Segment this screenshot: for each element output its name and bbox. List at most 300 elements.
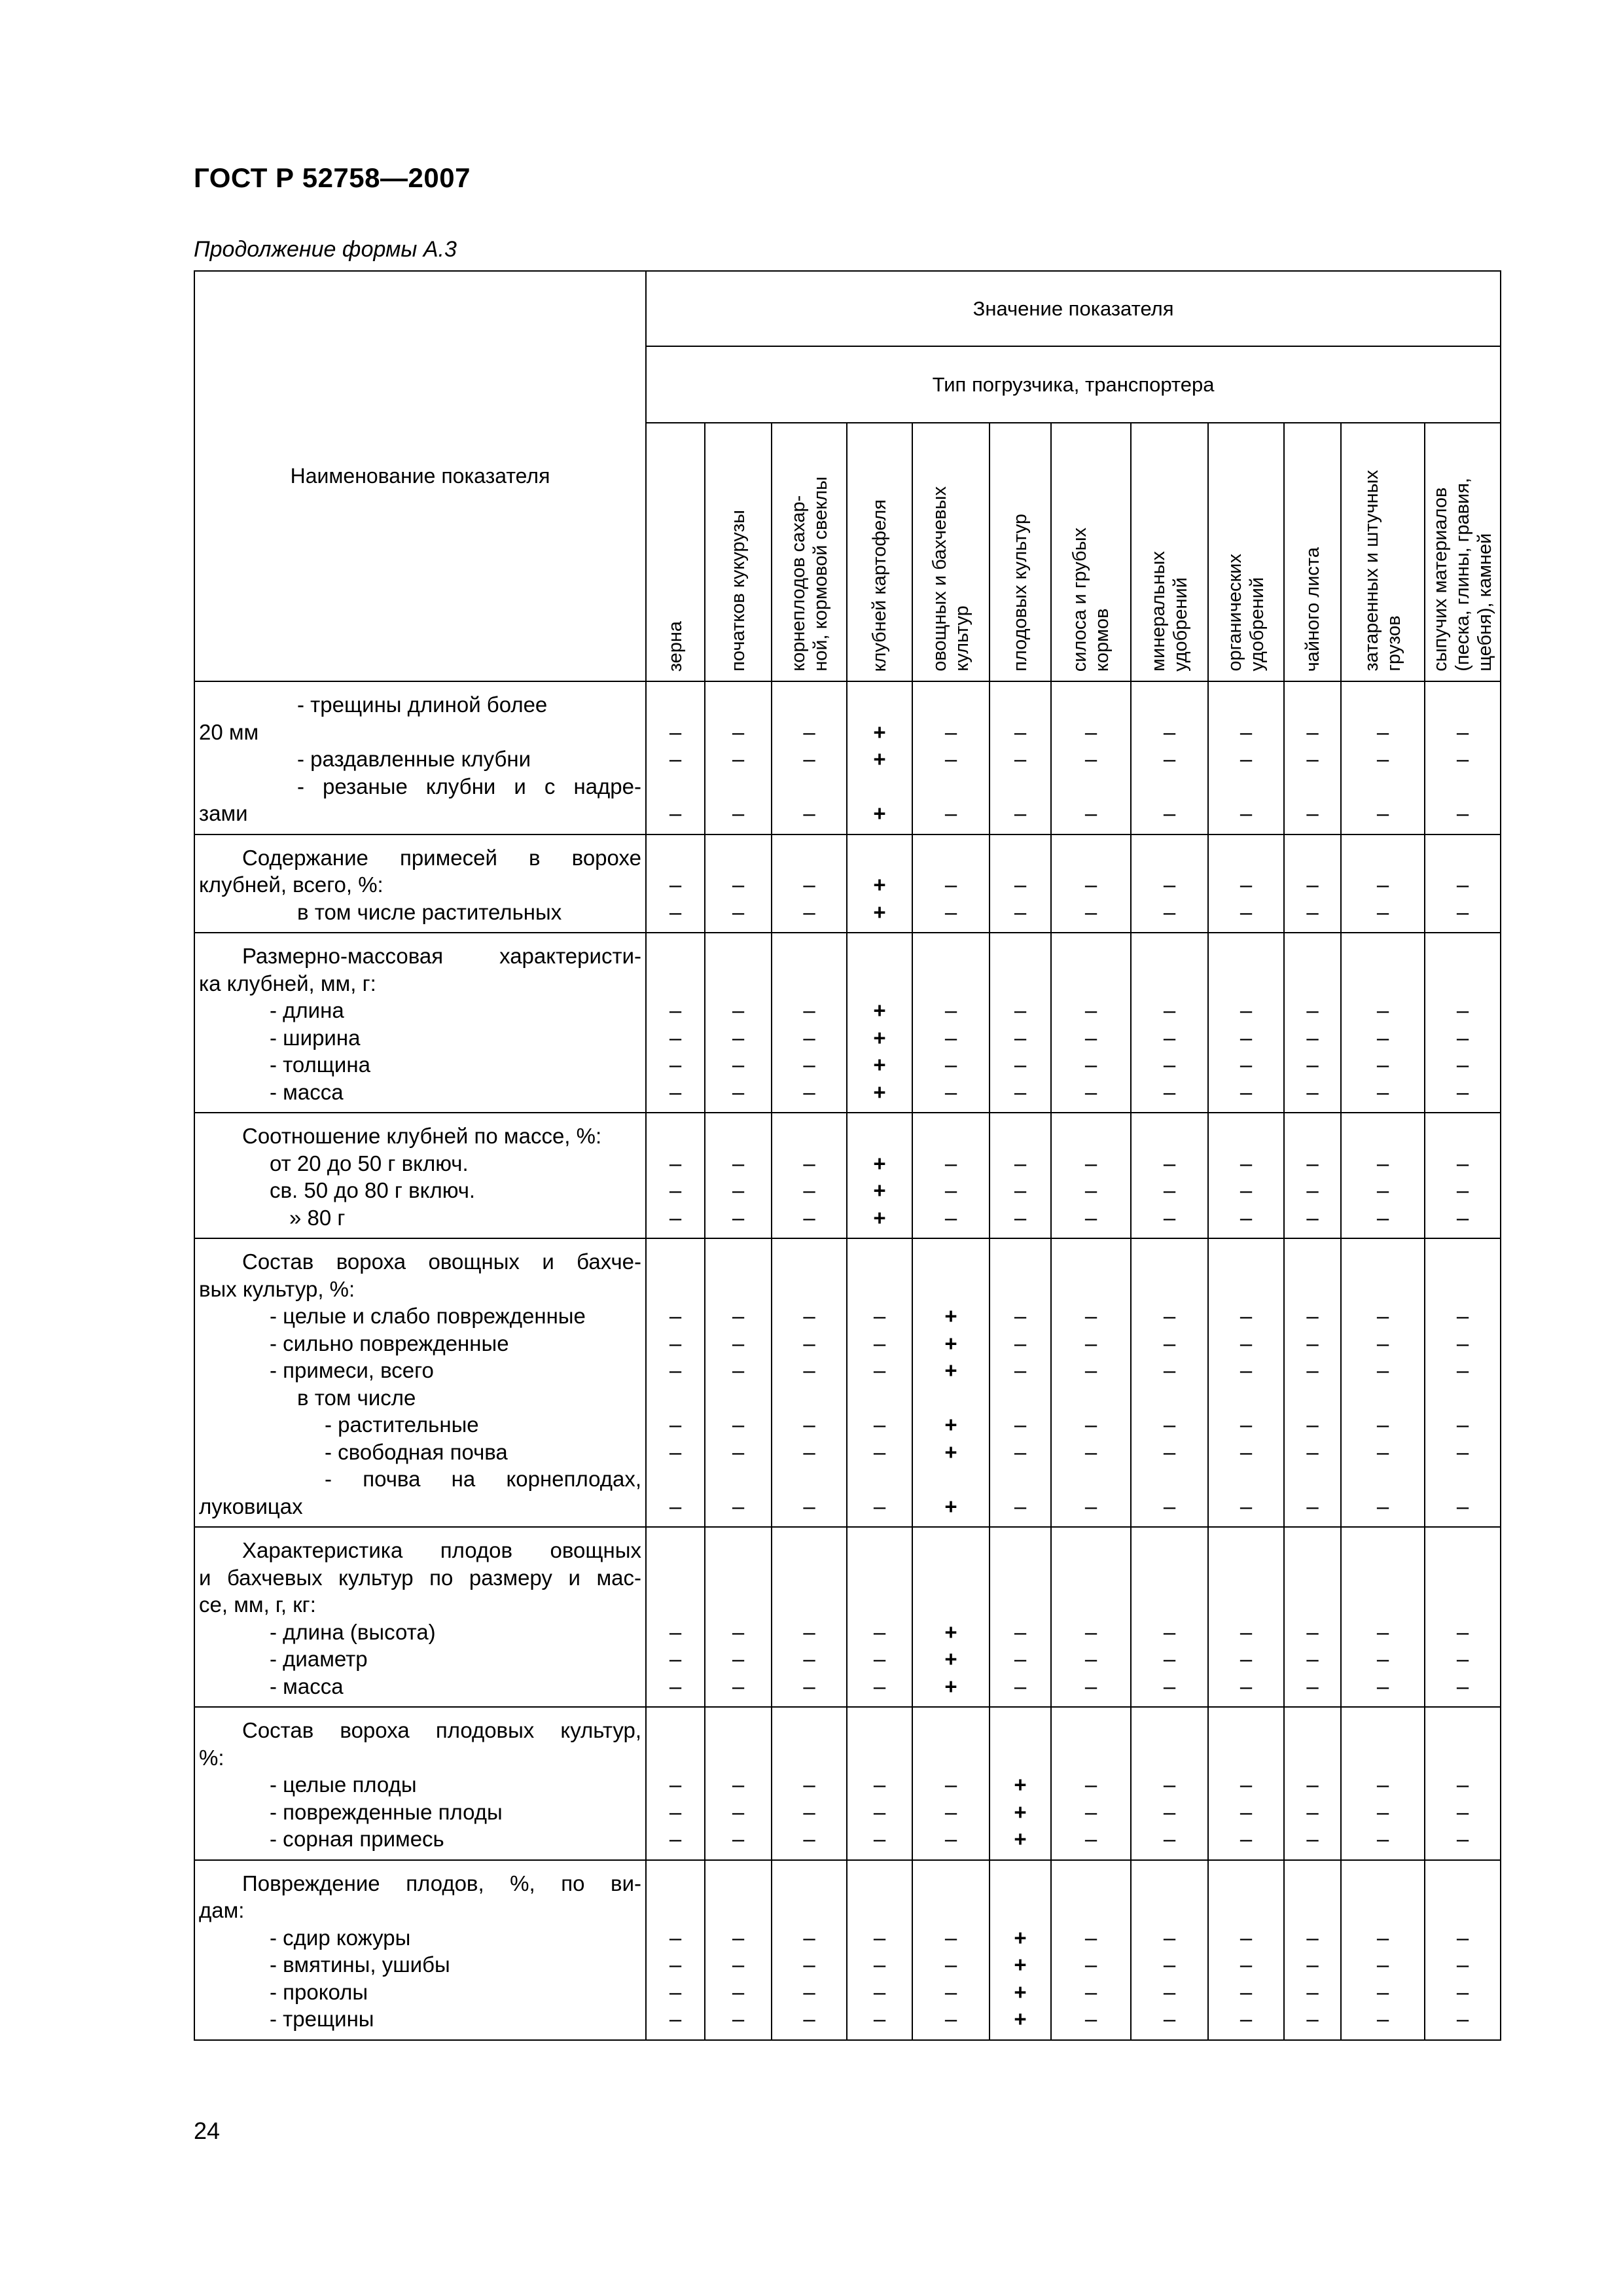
not-applicable-mark: –: [873, 1439, 886, 1464]
not-applicable-mark: –: [1376, 1799, 1389, 1824]
not-applicable-mark: –: [1456, 1619, 1469, 1644]
empty-mark-slot: [1342, 1897, 1424, 1924]
not-applicable-mark: –: [1456, 1827, 1469, 1851]
empty-mark-slot: [913, 1465, 989, 1493]
value-cell: [1131, 834, 1208, 933]
column-header-label: минеральных удобрений: [1148, 551, 1191, 672]
not-applicable-mark: –: [1456, 1178, 1469, 1202]
not-applicable-mark: –: [1084, 1827, 1097, 1851]
column-header-label: органических удобрений: [1224, 554, 1268, 672]
not-applicable-mark: –: [803, 1025, 815, 1050]
empty-mark-slot: [990, 970, 1050, 997]
indicator-line: от 20 до 50 г включ.: [270, 1151, 469, 1175]
value-cell: [1284, 1113, 1341, 1238]
empty-mark-slot: [705, 1465, 771, 1493]
not-applicable-mark: –: [873, 1619, 886, 1644]
not-applicable-mark: –: [1306, 1304, 1319, 1328]
empty-mark-slot: [1285, 1897, 1340, 1924]
not-applicable-mark: –: [944, 1952, 957, 1977]
empty-mark-slot: [990, 1870, 1050, 1897]
not-applicable-mark: –: [1163, 1647, 1176, 1671]
empty-mark-slot: [1132, 1564, 1207, 1592]
value-cell: [1425, 1238, 1501, 1527]
applicable-mark: +: [873, 1205, 886, 1230]
value-cell: [1425, 1860, 1501, 2040]
not-applicable-mark: –: [1240, 1151, 1253, 1175]
empty-mark-slot: [647, 773, 704, 800]
not-applicable-mark: –: [1014, 1178, 1027, 1202]
indicator-line: и бахчевых культур по размеру и мас-: [199, 1565, 641, 1590]
indicator-line: дам:: [199, 1898, 245, 1922]
applicable-mark: +: [1014, 1799, 1027, 1824]
not-applicable-mark: –: [1014, 1674, 1027, 1698]
value-cell: [1425, 834, 1501, 933]
value-cell: [705, 933, 772, 1113]
empty-mark-slot: [1052, 970, 1130, 997]
not-applicable-mark: –: [1456, 1052, 1469, 1077]
empty-mark-slot: [913, 1248, 989, 1276]
not-applicable-mark: –: [944, 1925, 957, 1950]
empty-mark-slot: [1132, 1537, 1207, 1564]
not-applicable-mark: –: [1163, 1052, 1176, 1077]
column-header-label: силоса и грубых кормов: [1069, 527, 1113, 672]
not-applicable-mark: –: [1376, 1178, 1389, 1202]
not-applicable-mark: –: [1306, 1772, 1319, 1797]
column-header-9: [1208, 423, 1284, 681]
empty-mark-slot: [772, 1564, 846, 1592]
empty-mark-slot: [913, 1276, 989, 1303]
empty-mark-slot: [1285, 1564, 1340, 1592]
not-applicable-mark: –: [944, 1799, 957, 1824]
not-applicable-mark: –: [732, 719, 745, 744]
empty-mark-slot: [990, 1744, 1050, 1772]
not-applicable-mark: –: [1084, 1619, 1097, 1644]
not-applicable-mark: –: [1376, 1925, 1389, 1950]
not-applicable-mark: –: [803, 1079, 815, 1104]
empty-mark-slot: [772, 1744, 846, 1772]
not-applicable-mark: –: [1456, 1647, 1469, 1671]
not-applicable-mark: –: [1084, 1647, 1097, 1671]
value-cell: [1208, 1527, 1284, 1707]
empty-mark-slot: [1285, 1276, 1340, 1303]
not-applicable-mark: –: [1084, 998, 1097, 1022]
empty-mark-slot: [705, 942, 771, 970]
empty-mark-slot: [705, 773, 771, 800]
not-applicable-mark: –: [1306, 1079, 1319, 1104]
not-applicable-mark: –: [944, 1205, 957, 1230]
empty-mark-slot: [847, 773, 912, 800]
not-applicable-mark: –: [1014, 998, 1027, 1022]
not-applicable-mark: –: [803, 1331, 815, 1355]
empty-mark-slot: [1132, 1744, 1207, 1772]
applicable-mark: +: [873, 1025, 886, 1050]
not-applicable-mark: –: [1084, 2007, 1097, 2031]
applicable-mark: +: [1014, 1979, 1027, 2004]
not-applicable-mark: –: [944, 1178, 957, 1202]
value-cell: [912, 1707, 990, 1860]
not-applicable-mark: –: [1163, 2007, 1176, 2031]
empty-mark-slot: [847, 1870, 912, 1897]
indicator-line: - сорная примесь: [270, 1827, 444, 1851]
not-applicable-mark: –: [803, 872, 815, 897]
column-header-6: [990, 423, 1051, 681]
indicator-name-cell: [194, 1238, 646, 1527]
value-cell: [646, 1238, 705, 1527]
not-applicable-mark: –: [669, 747, 682, 771]
value-cell: [772, 1707, 847, 1860]
empty-mark-slot: [1425, 1465, 1500, 1493]
not-applicable-mark: –: [669, 998, 682, 1022]
not-applicable-mark: –: [669, 899, 682, 924]
empty-mark-slot: [705, 1744, 771, 1772]
not-applicable-mark: –: [669, 1412, 682, 1437]
not-applicable-mark: –: [1376, 1674, 1389, 1698]
not-applicable-mark: –: [1240, 1304, 1253, 1328]
not-applicable-mark: –: [669, 1439, 682, 1464]
not-applicable-mark: –: [1456, 1925, 1469, 1950]
applicable-mark: +: [873, 1151, 886, 1175]
value-cell: [646, 1860, 705, 2040]
not-applicable-mark: –: [803, 1052, 815, 1077]
not-applicable-mark: –: [1163, 1079, 1176, 1104]
indicator-line: в том числе растительных: [297, 899, 562, 924]
value-cell: [990, 1238, 1051, 1527]
column-header-2: [705, 423, 772, 681]
not-applicable-mark: –: [1456, 1494, 1469, 1518]
not-applicable-mark: –: [669, 1979, 682, 2004]
applicable-mark: +: [873, 1052, 886, 1077]
not-applicable-mark: –: [1376, 2007, 1389, 2031]
applicable-mark: +: [1014, 1772, 1027, 1797]
not-applicable-mark: –: [1014, 1619, 1027, 1644]
empty-mark-slot: [1209, 1276, 1283, 1303]
not-applicable-mark: –: [873, 1674, 886, 1698]
not-applicable-mark: –: [1084, 1025, 1097, 1050]
value-cell: [912, 933, 990, 1113]
empty-mark-slot: [1425, 1744, 1500, 1772]
not-applicable-mark: –: [873, 1827, 886, 1851]
not-applicable-mark: –: [1084, 1331, 1097, 1355]
empty-mark-slot: [990, 942, 1050, 970]
empty-mark-slot: [705, 970, 771, 997]
not-applicable-mark: –: [1240, 1025, 1253, 1050]
empty-mark-slot: [647, 1248, 704, 1276]
empty-mark-slot: [990, 1717, 1050, 1744]
empty-mark-slot: [1342, 970, 1424, 997]
not-applicable-mark: –: [1456, 1151, 1469, 1175]
empty-mark-slot: [913, 844, 989, 872]
not-applicable-mark: –: [1456, 719, 1469, 744]
indicator-line: - масса: [270, 1674, 344, 1698]
not-applicable-mark: –: [1014, 1304, 1027, 1328]
indicator-line: - свободная почва: [325, 1439, 508, 1464]
not-applicable-mark: –: [1163, 1827, 1176, 1851]
value-cell: [646, 933, 705, 1113]
empty-mark-slot: [705, 691, 771, 719]
not-applicable-mark: –: [732, 1304, 745, 1328]
empty-mark-slot: [1342, 1122, 1424, 1150]
empty-mark-slot: [1285, 1537, 1340, 1564]
empty-mark-slot: [1342, 1276, 1424, 1303]
empty-mark-slot: [1052, 942, 1130, 970]
not-applicable-mark: –: [1456, 998, 1469, 1022]
indicator-line: - целые плоды: [270, 1772, 417, 1797]
not-applicable-mark: –: [1306, 1358, 1319, 1382]
empty-mark-slot: [772, 1717, 846, 1744]
value-cell: [847, 1860, 912, 2040]
not-applicable-mark: –: [1456, 1799, 1469, 1824]
empty-mark-slot: [1425, 1591, 1500, 1619]
not-applicable-mark: –: [944, 747, 957, 771]
not-applicable-mark: –: [1456, 1331, 1469, 1355]
indicator-form-table: [194, 270, 1501, 2041]
not-applicable-mark: –: [1376, 1619, 1389, 1644]
column-header-label: зерна: [665, 620, 686, 672]
not-applicable-mark: –: [1376, 1205, 1389, 1230]
not-applicable-mark: –: [1240, 1439, 1253, 1464]
not-applicable-mark: –: [669, 1494, 682, 1518]
not-applicable-mark: –: [1163, 1979, 1176, 2004]
not-applicable-mark: –: [1084, 801, 1097, 825]
empty-mark-slot: [772, 1537, 846, 1564]
empty-mark-slot: [1052, 844, 1130, 872]
empty-mark-slot: [1209, 1122, 1283, 1150]
value-cell: [990, 1527, 1051, 1707]
not-applicable-mark: –: [1014, 1205, 1027, 1230]
indicator-line: Соотношение клубней по массе, %:: [242, 1124, 602, 1148]
not-applicable-mark: –: [1456, 1358, 1469, 1382]
not-applicable-mark: –: [803, 899, 815, 924]
applicable-mark: +: [873, 872, 886, 897]
not-applicable-mark: –: [1376, 1439, 1389, 1464]
empty-mark-slot: [1132, 1276, 1207, 1303]
indicator-line: - раздавленные клубни: [297, 747, 531, 771]
empty-mark-slot: [647, 942, 704, 970]
empty-mark-slot: [772, 1122, 846, 1150]
empty-mark-slot: [1342, 1591, 1424, 1619]
not-applicable-mark: –: [1306, 1979, 1319, 2004]
value-cell: [705, 1707, 772, 1860]
not-applicable-mark: –: [1084, 1304, 1097, 1328]
empty-mark-slot: [1132, 970, 1207, 997]
value-cell: [847, 834, 912, 933]
not-applicable-mark: –: [1376, 1079, 1389, 1104]
not-applicable-mark: –: [1306, 872, 1319, 897]
indicator-line: - сильно поврежденные: [270, 1331, 509, 1355]
not-applicable-mark: –: [1084, 1979, 1097, 2004]
not-applicable-mark: –: [669, 719, 682, 744]
not-applicable-mark: –: [732, 2007, 745, 2031]
not-applicable-mark: –: [1084, 1151, 1097, 1175]
value-cell: [912, 834, 990, 933]
not-applicable-mark: –: [732, 899, 745, 924]
not-applicable-mark: –: [732, 1025, 745, 1050]
not-applicable-mark: –: [1163, 1178, 1176, 1202]
not-applicable-mark: –: [1306, 1439, 1319, 1464]
value-cell: [1284, 1860, 1341, 2040]
value-cell: [772, 933, 847, 1113]
not-applicable-mark: –: [803, 1647, 815, 1671]
empty-mark-slot: [847, 1465, 912, 1493]
empty-mark-slot: [1425, 1717, 1500, 1744]
not-applicable-mark: –: [1306, 2007, 1319, 2031]
empty-mark-slot: [990, 1897, 1050, 1924]
empty-mark-slot: [1285, 1744, 1340, 1772]
value-cell: [990, 834, 1051, 933]
empty-mark-slot: [913, 1384, 989, 1412]
empty-mark-slot: [1132, 1248, 1207, 1276]
indicator-line: луковицах: [199, 1494, 303, 1518]
value-cell: [1131, 1527, 1208, 1707]
not-applicable-mark: –: [1240, 1979, 1253, 2004]
empty-mark-slot: [1132, 1717, 1207, 1744]
empty-mark-slot: [1425, 1248, 1500, 1276]
not-applicable-mark: –: [1240, 1412, 1253, 1437]
not-applicable-mark: –: [1240, 872, 1253, 897]
indicator-line: - примеси, всего: [270, 1358, 434, 1382]
value-cell: [1208, 1238, 1284, 1527]
not-applicable-mark: –: [873, 2007, 886, 2031]
indicator-group: [194, 1238, 1501, 1527]
indicator-line: %:: [199, 1745, 224, 1770]
value-cell: [847, 1113, 912, 1238]
not-applicable-mark: –: [1240, 1052, 1253, 1077]
not-applicable-mark: –: [1163, 872, 1176, 897]
empty-mark-slot: [772, 773, 846, 800]
column-header-label: плодовых культур: [1010, 514, 1031, 672]
indicator-name-cell: [194, 933, 646, 1113]
empty-mark-slot: [647, 1591, 704, 1619]
value-cell: [772, 1527, 847, 1707]
value-cell: [1051, 1238, 1131, 1527]
value-cell: [912, 1860, 990, 2040]
column-header-7: [1051, 423, 1131, 681]
not-applicable-mark: –: [1306, 1205, 1319, 1230]
not-applicable-mark: –: [1014, 747, 1027, 771]
value-cell: [1284, 1238, 1341, 1527]
empty-mark-slot: [772, 1897, 846, 1924]
indicator-line: в том числе: [297, 1385, 416, 1410]
empty-mark-slot: [1342, 1537, 1424, 1564]
not-applicable-mark: –: [669, 1647, 682, 1671]
empty-mark-slot: [990, 844, 1050, 872]
applicable-mark: +: [944, 1619, 957, 1644]
empty-mark-slot: [647, 1384, 704, 1412]
not-applicable-mark: –: [803, 1439, 815, 1464]
not-applicable-mark: –: [669, 1925, 682, 1950]
not-applicable-mark: –: [1376, 719, 1389, 744]
empty-mark-slot: [990, 1537, 1050, 1564]
empty-mark-slot: [772, 1248, 846, 1276]
not-applicable-mark: –: [873, 1412, 886, 1437]
empty-mark-slot: [913, 1870, 989, 1897]
not-applicable-mark: –: [669, 1205, 682, 1230]
not-applicable-mark: –: [732, 872, 745, 897]
empty-mark-slot: [1425, 1537, 1500, 1564]
empty-mark-slot: [1342, 1564, 1424, 1592]
not-applicable-mark: –: [732, 1178, 745, 1202]
value-cell: [1284, 681, 1341, 834]
applicable-mark: +: [944, 1304, 957, 1328]
empty-mark-slot: [1132, 942, 1207, 970]
not-applicable-mark: –: [1240, 1205, 1253, 1230]
value-cell: [646, 1113, 705, 1238]
value-cell: [772, 1238, 847, 1527]
value-cell: [1131, 933, 1208, 1113]
not-applicable-mark: –: [803, 801, 815, 825]
empty-mark-slot: [1285, 1717, 1340, 1744]
value-cell: [990, 681, 1051, 834]
not-applicable-mark: –: [1014, 1494, 1027, 1518]
not-applicable-mark: –: [1163, 1205, 1176, 1230]
value-cell: [1341, 933, 1425, 1113]
empty-mark-slot: [647, 844, 704, 872]
applicable-mark: +: [1014, 1827, 1027, 1851]
empty-mark-slot: [1052, 1870, 1130, 1897]
not-applicable-mark: –: [1163, 801, 1176, 825]
not-applicable-mark: –: [873, 1979, 886, 2004]
not-applicable-mark: –: [669, 1025, 682, 1050]
not-applicable-mark: –: [1163, 719, 1176, 744]
empty-mark-slot: [913, 1591, 989, 1619]
not-applicable-mark: –: [732, 1619, 745, 1644]
not-applicable-mark: –: [803, 1304, 815, 1328]
applicable-mark: +: [873, 899, 886, 924]
not-applicable-mark: –: [1306, 1799, 1319, 1824]
header-loader-type: Тип погрузчика, транспортера: [646, 346, 1501, 423]
value-cell: [1051, 1527, 1131, 1707]
not-applicable-mark: –: [732, 1439, 745, 1464]
value-cell: [1208, 1113, 1284, 1238]
not-applicable-mark: –: [873, 1772, 886, 1797]
not-applicable-mark: –: [669, 1772, 682, 1797]
not-applicable-mark: –: [732, 1772, 745, 1797]
column-header-1: [646, 423, 705, 681]
not-applicable-mark: –: [1084, 1925, 1097, 1950]
indicator-name-cell: [194, 1707, 646, 1860]
empty-mark-slot: [1209, 1717, 1283, 1744]
not-applicable-mark: –: [1240, 747, 1253, 771]
empty-mark-slot: [1209, 691, 1283, 719]
not-applicable-mark: –: [1240, 1494, 1253, 1518]
header-indicator-value: Значение показателя: [646, 271, 1501, 346]
not-applicable-mark: –: [1084, 1799, 1097, 1824]
indicator-line: 20 мм: [199, 719, 259, 744]
not-applicable-mark: –: [1163, 1799, 1176, 1824]
empty-mark-slot: [1132, 1591, 1207, 1619]
value-cell: [1284, 1527, 1341, 1707]
indicator-line: - резаные клубни и с надре-: [297, 774, 641, 798]
indicator-group: [194, 933, 1501, 1113]
not-applicable-mark: –: [1376, 1494, 1389, 1518]
value-cell: [1208, 933, 1284, 1113]
not-applicable-mark: –: [1084, 719, 1097, 744]
empty-mark-slot: [990, 1248, 1050, 1276]
not-applicable-mark: –: [944, 1052, 957, 1077]
value-cell: [847, 681, 912, 834]
applicable-mark: +: [873, 719, 886, 744]
indicator-line: - проколы: [270, 1979, 368, 2004]
not-applicable-mark: –: [1014, 1412, 1027, 1437]
not-applicable-mark: –: [1163, 899, 1176, 924]
empty-mark-slot: [1209, 1564, 1283, 1592]
value-cell: [847, 1527, 912, 1707]
value-cell: [772, 681, 847, 834]
indicator-line: - целые и слабо поврежденные: [270, 1304, 586, 1328]
value-cell: [912, 681, 990, 834]
empty-mark-slot: [847, 1537, 912, 1564]
not-applicable-mark: –: [803, 998, 815, 1022]
